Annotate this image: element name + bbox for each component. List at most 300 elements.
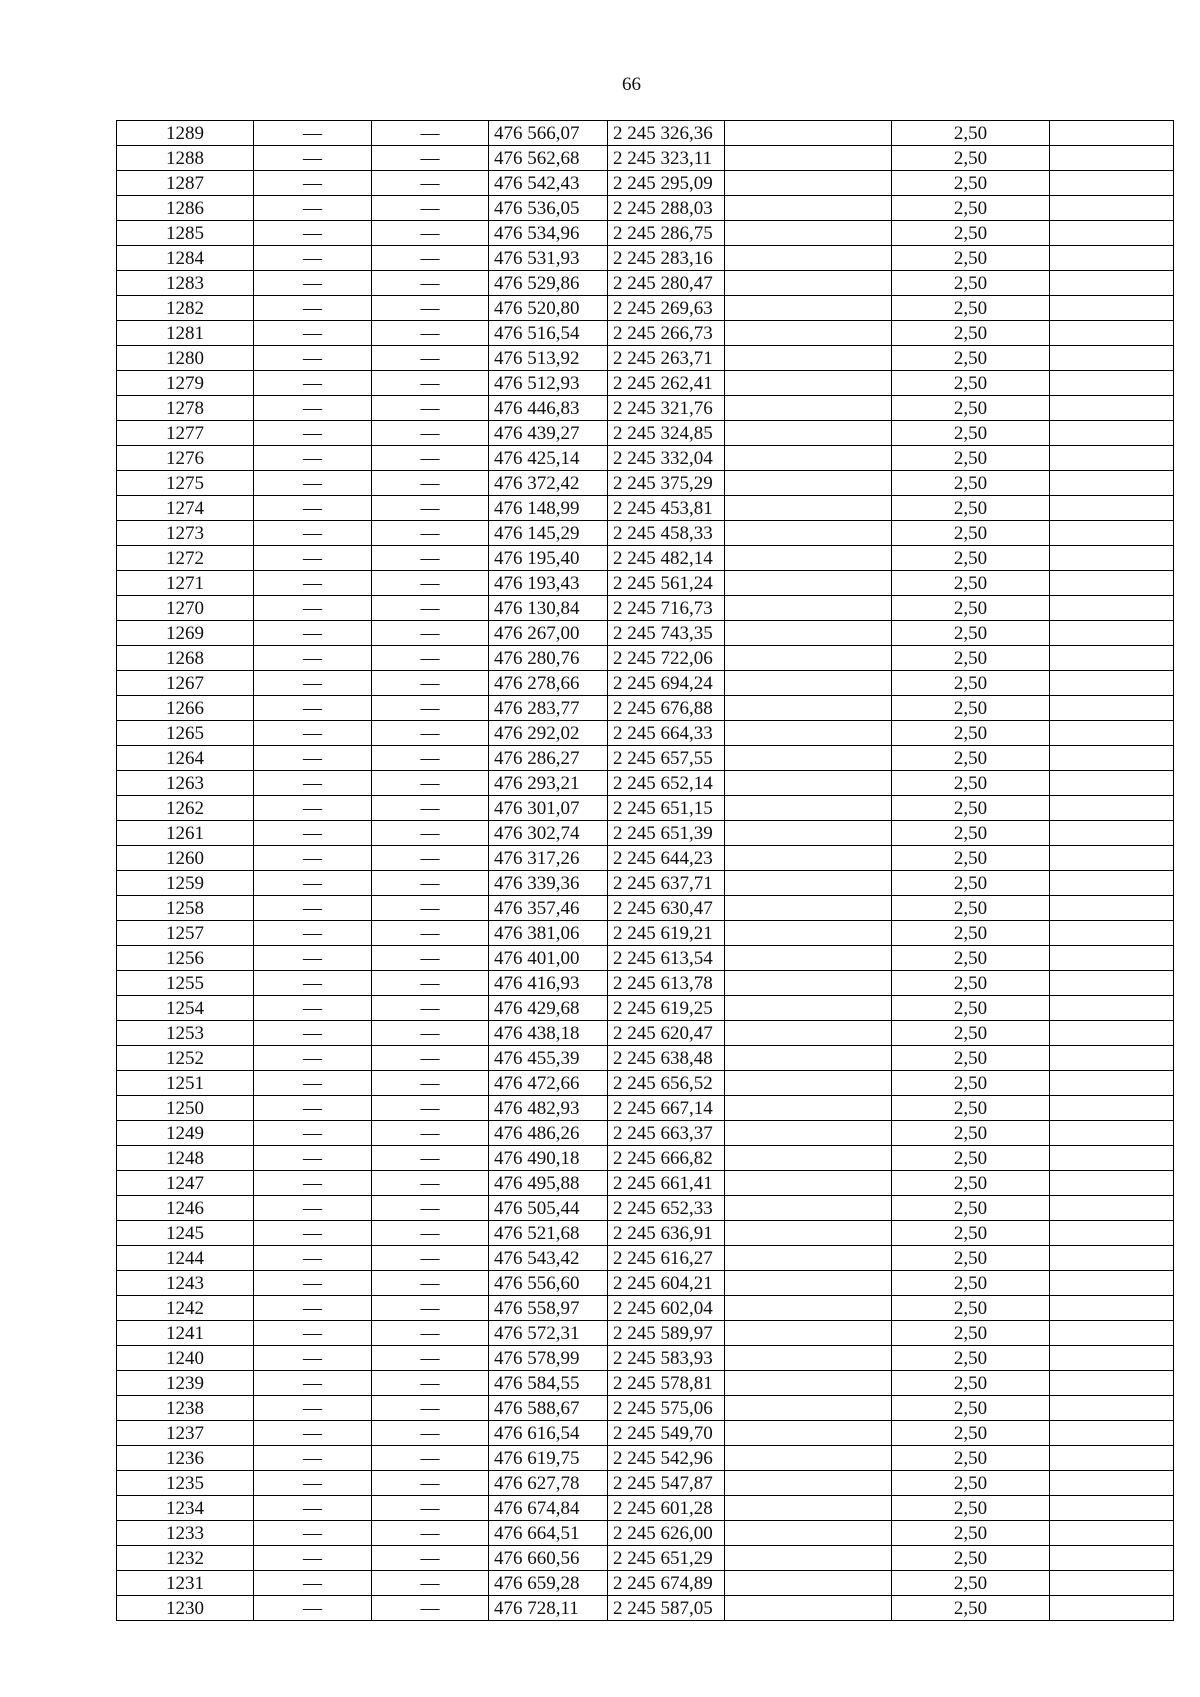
empty-cell-1 (725, 621, 892, 646)
point-number-cell: 1238 (117, 1396, 254, 1421)
x-coordinate-cell: 476 495,88 (489, 1171, 608, 1196)
dash-cell-2: — (372, 1021, 489, 1046)
y-coordinate-cell: 2 245 332,04 (608, 446, 725, 471)
empty-cell-1 (725, 321, 892, 346)
dash-cell-2: — (372, 996, 489, 1021)
empty-cell-2 (1050, 321, 1174, 346)
empty-cell-1 (725, 596, 892, 621)
y-coordinate-cell: 2 245 587,05 (608, 1596, 725, 1621)
empty-cell-2 (1050, 496, 1174, 521)
accuracy-cell: 2,50 (892, 1596, 1050, 1621)
dash-cell-2: — (372, 571, 489, 596)
x-coordinate-cell: 476 556,60 (489, 1271, 608, 1296)
table-row (117, 721, 1174, 746)
empty-cell-2 (1050, 521, 1174, 546)
x-coordinate-cell: 476 357,46 (489, 896, 608, 921)
empty-cell-1 (725, 796, 892, 821)
dash-cell-1: — (254, 796, 372, 821)
dash-cell-2: — (372, 546, 489, 571)
dash-cell-2: — (372, 871, 489, 896)
accuracy-cell: 2,50 (892, 696, 1050, 721)
table-row (117, 896, 1174, 921)
empty-cell-2 (1050, 921, 1174, 946)
empty-cell-1 (725, 1596, 892, 1621)
empty-cell-1 (725, 471, 892, 496)
y-coordinate-cell: 2 245 283,16 (608, 246, 725, 271)
accuracy-cell: 2,50 (892, 471, 1050, 496)
empty-cell-1 (725, 296, 892, 321)
point-number-cell: 1281 (117, 321, 254, 346)
point-number-cell: 1259 (117, 871, 254, 896)
empty-cell-2 (1050, 771, 1174, 796)
x-coordinate-cell: 476 401,00 (489, 946, 608, 971)
empty-cell-2 (1050, 596, 1174, 621)
empty-cell-1 (725, 1196, 892, 1221)
accuracy-cell: 2,50 (892, 1346, 1050, 1371)
empty-cell-1 (725, 146, 892, 171)
y-coordinate-cell: 2 245 626,00 (608, 1521, 725, 1546)
accuracy-cell: 2,50 (892, 1321, 1050, 1346)
y-coordinate-cell: 2 245 616,27 (608, 1246, 725, 1271)
dash-cell-2: — (372, 1421, 489, 1446)
accuracy-cell: 2,50 (892, 1571, 1050, 1596)
empty-cell-1 (725, 1546, 892, 1571)
accuracy-cell: 2,50 (892, 346, 1050, 371)
y-coordinate-cell: 2 245 286,75 (608, 221, 725, 246)
table-row (117, 1421, 1174, 1446)
dash-cell-2: — (372, 121, 489, 146)
y-coordinate-cell: 2 245 651,39 (608, 821, 725, 846)
dash-cell-1: — (254, 146, 372, 171)
point-number-cell: 1246 (117, 1196, 254, 1221)
empty-cell-2 (1050, 1121, 1174, 1146)
dash-cell-2: — (372, 146, 489, 171)
accuracy-cell: 2,50 (892, 1496, 1050, 1521)
y-coordinate-cell: 2 245 280,47 (608, 271, 725, 296)
dash-cell-1: — (254, 546, 372, 571)
empty-cell-2 (1050, 421, 1174, 446)
x-coordinate-cell: 476 536,05 (489, 196, 608, 221)
dash-cell-2: — (372, 1096, 489, 1121)
empty-cell-1 (725, 171, 892, 196)
table-row (117, 696, 1174, 721)
point-number-cell: 1245 (117, 1221, 254, 1246)
point-number-cell: 1236 (117, 1446, 254, 1471)
empty-cell-1 (725, 271, 892, 296)
dash-cell-2: — (372, 346, 489, 371)
table-row (117, 446, 1174, 471)
y-coordinate-cell: 2 245 620,47 (608, 1021, 725, 1046)
dash-cell-1: — (254, 871, 372, 896)
dash-cell-2: — (372, 696, 489, 721)
dash-cell-2: — (372, 496, 489, 521)
table-row (117, 1021, 1174, 1046)
y-coordinate-cell: 2 245 324,85 (608, 421, 725, 446)
table-row (117, 821, 1174, 846)
empty-cell-1 (725, 1321, 892, 1346)
empty-cell-1 (725, 1296, 892, 1321)
point-number-cell: 1239 (117, 1371, 254, 1396)
accuracy-cell: 2,50 (892, 1396, 1050, 1421)
table-row (117, 171, 1174, 196)
dash-cell-2: — (372, 1396, 489, 1421)
dash-cell-1: — (254, 896, 372, 921)
accuracy-cell: 2,50 (892, 1171, 1050, 1196)
accuracy-cell: 2,50 (892, 446, 1050, 471)
dash-cell-2: — (372, 646, 489, 671)
table-row (117, 221, 1174, 246)
point-number-cell: 1232 (117, 1546, 254, 1571)
empty-cell-2 (1050, 1046, 1174, 1071)
accuracy-cell: 2,50 (892, 1521, 1050, 1546)
x-coordinate-cell: 476 660,56 (489, 1546, 608, 1571)
x-coordinate-cell: 476 302,74 (489, 821, 608, 846)
dash-cell-1: — (254, 746, 372, 771)
point-number-cell: 1269 (117, 621, 254, 646)
point-number-cell: 1252 (117, 1046, 254, 1071)
empty-cell-2 (1050, 671, 1174, 696)
dash-cell-1: — (254, 721, 372, 746)
table-row (117, 1446, 1174, 1471)
accuracy-cell: 2,50 (892, 846, 1050, 871)
empty-cell-1 (725, 1571, 892, 1596)
point-number-cell: 1253 (117, 1021, 254, 1046)
point-number-cell: 1264 (117, 746, 254, 771)
dash-cell-2: — (372, 921, 489, 946)
y-coordinate-cell: 2 245 636,91 (608, 1221, 725, 1246)
empty-cell-1 (725, 1446, 892, 1471)
accuracy-cell: 2,50 (892, 121, 1050, 146)
x-coordinate-cell: 476 130,84 (489, 596, 608, 621)
accuracy-cell: 2,50 (892, 896, 1050, 921)
empty-cell-1 (725, 346, 892, 371)
empty-cell-2 (1050, 1346, 1174, 1371)
accuracy-cell: 2,50 (892, 571, 1050, 596)
point-number-cell: 1273 (117, 521, 254, 546)
accuracy-cell: 2,50 (892, 371, 1050, 396)
dash-cell-1: — (254, 246, 372, 271)
y-coordinate-cell: 2 245 288,03 (608, 196, 725, 221)
table-row (117, 846, 1174, 871)
table-row (117, 571, 1174, 596)
empty-cell-2 (1050, 1196, 1174, 1221)
table-row (117, 296, 1174, 321)
empty-cell-2 (1050, 896, 1174, 921)
x-coordinate-cell: 476 588,67 (489, 1396, 608, 1421)
accuracy-cell: 2,50 (892, 621, 1050, 646)
x-coordinate-cell: 476 627,78 (489, 1471, 608, 1496)
y-coordinate-cell: 2 245 656,52 (608, 1071, 725, 1096)
dash-cell-2: — (372, 821, 489, 846)
point-number-cell: 1234 (117, 1496, 254, 1521)
dash-cell-1: — (254, 1571, 372, 1596)
accuracy-cell: 2,50 (892, 1146, 1050, 1171)
y-coordinate-cell: 2 245 262,41 (608, 371, 725, 396)
table-row (117, 521, 1174, 546)
empty-cell-2 (1050, 1021, 1174, 1046)
dash-cell-1: — (254, 821, 372, 846)
empty-cell-1 (725, 521, 892, 546)
empty-cell-1 (725, 871, 892, 896)
empty-cell-1 (725, 196, 892, 221)
y-coordinate-cell: 2 245 601,28 (608, 1496, 725, 1521)
x-coordinate-cell: 476 145,29 (489, 521, 608, 546)
y-coordinate-cell: 2 245 664,33 (608, 721, 725, 746)
accuracy-cell: 2,50 (892, 1246, 1050, 1271)
accuracy-cell: 2,50 (892, 1271, 1050, 1296)
table-row (117, 1271, 1174, 1296)
empty-cell-1 (725, 1221, 892, 1246)
y-coordinate-cell: 2 245 619,21 (608, 921, 725, 946)
dash-cell-2: — (372, 221, 489, 246)
table-row (117, 1071, 1174, 1096)
dash-cell-1: — (254, 321, 372, 346)
table-row (117, 1321, 1174, 1346)
accuracy-cell: 2,50 (892, 271, 1050, 296)
y-coordinate-cell: 2 245 323,11 (608, 146, 725, 171)
x-coordinate-cell: 476 439,27 (489, 421, 608, 446)
point-number-cell: 1275 (117, 471, 254, 496)
empty-cell-1 (725, 421, 892, 446)
accuracy-cell: 2,50 (892, 871, 1050, 896)
y-coordinate-cell: 2 245 638,48 (608, 1046, 725, 1071)
accuracy-cell: 2,50 (892, 971, 1050, 996)
dash-cell-1: — (254, 1296, 372, 1321)
dash-cell-2: — (372, 796, 489, 821)
empty-cell-1 (725, 846, 892, 871)
point-number-cell: 1265 (117, 721, 254, 746)
accuracy-cell: 2,50 (892, 646, 1050, 671)
accuracy-cell: 2,50 (892, 171, 1050, 196)
empty-cell-2 (1050, 171, 1174, 196)
dash-cell-2: — (372, 1196, 489, 1221)
empty-cell-2 (1050, 1446, 1174, 1471)
x-coordinate-cell: 476 616,54 (489, 1421, 608, 1446)
point-number-cell: 1251 (117, 1071, 254, 1096)
empty-cell-2 (1050, 846, 1174, 871)
y-coordinate-cell: 2 245 694,24 (608, 671, 725, 696)
empty-cell-2 (1050, 121, 1174, 146)
dash-cell-2: — (372, 1296, 489, 1321)
empty-cell-1 (725, 1071, 892, 1096)
dash-cell-1: — (254, 1146, 372, 1171)
y-coordinate-cell: 2 245 644,23 (608, 846, 725, 871)
empty-cell-1 (725, 1496, 892, 1521)
point-number-cell: 1257 (117, 921, 254, 946)
x-coordinate-cell: 476 278,66 (489, 671, 608, 696)
dash-cell-2: — (372, 271, 489, 296)
y-coordinate-cell: 2 245 637,71 (608, 871, 725, 896)
empty-cell-2 (1050, 821, 1174, 846)
table-row (117, 1196, 1174, 1221)
dash-cell-2: — (372, 1471, 489, 1496)
empty-cell-2 (1050, 246, 1174, 271)
point-number-cell: 1255 (117, 971, 254, 996)
point-number-cell: 1282 (117, 296, 254, 321)
y-coordinate-cell: 2 245 458,33 (608, 521, 725, 546)
dash-cell-2: — (372, 1271, 489, 1296)
dash-cell-1: — (254, 1496, 372, 1521)
y-coordinate-cell: 2 245 666,82 (608, 1146, 725, 1171)
dash-cell-2: — (372, 946, 489, 971)
point-number-cell: 1260 (117, 846, 254, 871)
dash-cell-1: — (254, 1596, 372, 1621)
y-coordinate-cell: 2 245 266,73 (608, 321, 725, 346)
dash-cell-1: — (254, 421, 372, 446)
y-coordinate-cell: 2 245 657,55 (608, 746, 725, 771)
dash-cell-2: — (372, 1596, 489, 1621)
x-coordinate-cell: 476 438,18 (489, 1021, 608, 1046)
empty-cell-2 (1050, 1096, 1174, 1121)
x-coordinate-cell: 476 490,18 (489, 1146, 608, 1171)
table-row (117, 646, 1174, 671)
x-coordinate-cell: 476 429,68 (489, 996, 608, 1021)
table-row (117, 1371, 1174, 1396)
y-coordinate-cell: 2 245 326,36 (608, 121, 725, 146)
point-number-cell: 1288 (117, 146, 254, 171)
dash-cell-2: — (372, 1571, 489, 1596)
y-coordinate-cell: 2 245 722,06 (608, 646, 725, 671)
empty-cell-2 (1050, 146, 1174, 171)
dash-cell-2: — (372, 746, 489, 771)
point-number-cell: 1276 (117, 446, 254, 471)
y-coordinate-cell: 2 245 583,93 (608, 1346, 725, 1371)
dash-cell-1: — (254, 1071, 372, 1096)
empty-cell-1 (725, 821, 892, 846)
y-coordinate-cell: 2 245 542,96 (608, 1446, 725, 1471)
empty-cell-2 (1050, 371, 1174, 396)
point-number-cell: 1266 (117, 696, 254, 721)
table-row (117, 796, 1174, 821)
dash-cell-1: — (254, 1046, 372, 1071)
dash-cell-1: — (254, 1446, 372, 1471)
accuracy-cell: 2,50 (892, 996, 1050, 1021)
point-number-cell: 1263 (117, 771, 254, 796)
x-coordinate-cell: 476 505,44 (489, 1196, 608, 1221)
dash-cell-2: — (372, 971, 489, 996)
empty-cell-1 (725, 971, 892, 996)
table-row (117, 921, 1174, 946)
y-coordinate-cell: 2 245 661,41 (608, 1171, 725, 1196)
dash-cell-1: — (254, 771, 372, 796)
empty-cell-1 (725, 396, 892, 421)
accuracy-cell: 2,50 (892, 1546, 1050, 1571)
x-coordinate-cell: 476 301,07 (489, 796, 608, 821)
accuracy-cell: 2,50 (892, 546, 1050, 571)
dash-cell-2: — (372, 621, 489, 646)
y-coordinate-cell: 2 245 602,04 (608, 1296, 725, 1321)
x-coordinate-cell: 476 520,80 (489, 296, 608, 321)
empty-cell-2 (1050, 396, 1174, 421)
dash-cell-1: — (254, 646, 372, 671)
x-coordinate-cell: 476 292,02 (489, 721, 608, 746)
dash-cell-2: — (372, 1446, 489, 1471)
empty-cell-2 (1050, 1221, 1174, 1246)
accuracy-cell: 2,50 (892, 1096, 1050, 1121)
x-coordinate-cell: 476 521,68 (489, 1221, 608, 1246)
dash-cell-1: — (254, 1171, 372, 1196)
empty-cell-2 (1050, 1546, 1174, 1571)
accuracy-cell: 2,50 (892, 921, 1050, 946)
dash-cell-2: — (372, 671, 489, 696)
y-coordinate-cell: 2 245 651,29 (608, 1546, 725, 1571)
empty-cell-1 (725, 721, 892, 746)
accuracy-cell: 2,50 (892, 596, 1050, 621)
y-coordinate-cell: 2 245 604,21 (608, 1271, 725, 1296)
y-coordinate-cell: 2 245 561,24 (608, 571, 725, 596)
table-row (117, 1396, 1174, 1421)
point-number-cell: 1274 (117, 496, 254, 521)
point-number-cell: 1240 (117, 1346, 254, 1371)
empty-cell-2 (1050, 1571, 1174, 1596)
x-coordinate-cell: 476 534,96 (489, 221, 608, 246)
x-coordinate-cell: 476 293,21 (489, 771, 608, 796)
point-number-cell: 1262 (117, 796, 254, 821)
accuracy-cell: 2,50 (892, 521, 1050, 546)
x-coordinate-cell: 476 543,42 (489, 1246, 608, 1271)
dash-cell-1: — (254, 1371, 372, 1396)
y-coordinate-cell: 2 245 743,35 (608, 621, 725, 646)
empty-cell-1 (725, 1371, 892, 1396)
y-coordinate-cell: 2 245 663,37 (608, 1121, 725, 1146)
empty-cell-2 (1050, 1171, 1174, 1196)
table-row (117, 621, 1174, 646)
empty-cell-1 (725, 546, 892, 571)
point-number-cell: 1267 (117, 671, 254, 696)
x-coordinate-cell: 476 562,68 (489, 146, 608, 171)
dash-cell-1: — (254, 1421, 372, 1446)
accuracy-cell: 2,50 (892, 1121, 1050, 1146)
dash-cell-2: — (372, 771, 489, 796)
empty-cell-1 (725, 1521, 892, 1546)
dash-cell-1: — (254, 1246, 372, 1271)
accuracy-cell: 2,50 (892, 721, 1050, 746)
dash-cell-1: — (254, 1471, 372, 1496)
y-coordinate-cell: 2 245 652,14 (608, 771, 725, 796)
dash-cell-1: — (254, 221, 372, 246)
dash-cell-2: — (372, 1496, 489, 1521)
table-body (117, 121, 1174, 1621)
table-row (117, 1096, 1174, 1121)
y-coordinate-cell: 2 245 667,14 (608, 1096, 725, 1121)
x-coordinate-cell: 476 193,43 (489, 571, 608, 596)
empty-cell-2 (1050, 1471, 1174, 1496)
x-coordinate-cell: 476 584,55 (489, 1371, 608, 1396)
table-row (117, 546, 1174, 571)
empty-cell-1 (725, 1271, 892, 1296)
empty-cell-1 (725, 1471, 892, 1496)
dash-cell-1: — (254, 471, 372, 496)
accuracy-cell: 2,50 (892, 296, 1050, 321)
accuracy-cell: 2,50 (892, 1021, 1050, 1046)
x-coordinate-cell: 476 381,06 (489, 921, 608, 946)
x-coordinate-cell: 476 529,86 (489, 271, 608, 296)
x-coordinate-cell: 476 425,14 (489, 446, 608, 471)
x-coordinate-cell: 476 566,07 (489, 121, 608, 146)
y-coordinate-cell: 2 245 482,14 (608, 546, 725, 571)
empty-cell-1 (725, 121, 892, 146)
empty-cell-1 (725, 1146, 892, 1171)
empty-cell-2 (1050, 1321, 1174, 1346)
table-row (117, 496, 1174, 521)
point-number-cell: 1258 (117, 896, 254, 921)
empty-cell-2 (1050, 746, 1174, 771)
empty-cell-2 (1050, 1496, 1174, 1521)
empty-cell-2 (1050, 1296, 1174, 1321)
table-row (117, 1346, 1174, 1371)
table-row (117, 1521, 1174, 1546)
empty-cell-1 (725, 371, 892, 396)
